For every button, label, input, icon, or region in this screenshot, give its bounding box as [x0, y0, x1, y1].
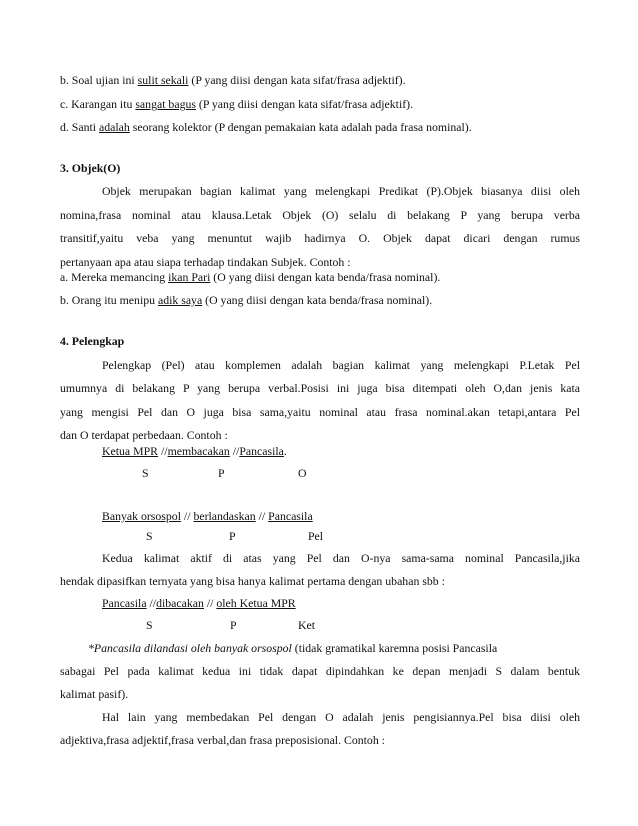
- example-b-line: [60, 72, 580, 88]
- adverbial-phrase: oleh Ketua MPR: [216, 596, 296, 610]
- objek-example-a: [60, 269, 580, 285]
- text: b. Orang itu menipu: [60, 293, 158, 307]
- example-sentence-1: [102, 443, 622, 459]
- separator: //: [146, 596, 157, 610]
- example-sentence-2: [102, 508, 622, 524]
- label-ket: Ket: [298, 618, 316, 632]
- paragraph-line: adjektiva,frasa adjektif,frasa verbal,dan frasa preposisional. Contoh :: [60, 733, 385, 747]
- section-heading-objek: 3. Objek(O): [60, 161, 121, 175]
- subject-phrase: Pancasila: [102, 596, 147, 610]
- underlined-text: sulit sekali: [137, 73, 189, 87]
- text: (O yang diisi dengan kata benda/frasa nominal).: [210, 270, 441, 284]
- text: (tidak gramatikal karemna posisi Pancasila: [291, 641, 498, 655]
- separator: //: [203, 596, 217, 610]
- text: b. Soal ujian ini: [60, 73, 138, 87]
- separator: //: [180, 509, 194, 523]
- example-d-line: [60, 119, 580, 135]
- underlined-text: sangat bagus: [135, 97, 196, 111]
- paragraph-line: Pelengkap (Pel) atau komplemen adalah bagian kalimat yang melengkapi P.Letak Pel: [102, 358, 580, 372]
- label-s: S: [146, 618, 153, 632]
- text: c. Karangan itu: [60, 97, 136, 111]
- underlined-text: adik saya: [157, 293, 203, 307]
- subject-phrase: Ketua MPR: [102, 444, 159, 458]
- section-heading-pelengkap: 4. Pelengkap: [60, 334, 125, 348]
- label-p: P: [230, 618, 237, 632]
- paragraph-line: sabagai Pel pada kalimat kedua ini tidak dapat dipindahkan ke depan menjadi S dalam bentuk: [60, 664, 580, 678]
- paragraph-line: dan O terdapat perbedaan. Contoh :: [60, 428, 228, 442]
- paragraph-line: Objek merupakan bagian kalimat yang melengkapi Predikat (P).Objek biasanya diisi oleh: [102, 184, 580, 198]
- paragraph-line: kalimat pasif).: [60, 687, 129, 701]
- paragraph-line: nomina,frasa nominal atau klausa.Letak Objek (O) selalu di belakang P yang berupa verba: [60, 208, 580, 222]
- complement-phrase: Pancasila: [268, 509, 313, 523]
- separator: //: [229, 444, 240, 458]
- separator: //: [255, 509, 269, 523]
- example-sentence-3: [102, 595, 622, 611]
- italic-text: *Pancasila dilandasi oleh banyak orsospol: [88, 641, 292, 655]
- text: (O yang diisi dengan kata benda/frasa nominal).: [202, 293, 433, 307]
- paragraph-line: hendak dipasifkan ternyata yang bisa hanya kalimat pertama dengan ubahan sbb :: [60, 574, 445, 588]
- object-phrase: Pancasila: [239, 444, 284, 458]
- label-p: P: [229, 529, 236, 543]
- label-p: P: [218, 466, 225, 480]
- subject-phrase: Banyak orsospol: [102, 509, 181, 523]
- label-o: O: [298, 466, 307, 480]
- paragraph-line: umumnya di belakang P yang berupa verbal.Posisi ini juga bisa ditempati oleh O,dan jenis kata: [60, 381, 580, 395]
- text: d. Santi: [60, 120, 99, 134]
- paragraph-line: yang mengisi Pel dan O juga bisa sama,yaitu nominal atau frasa nominal.akan tetapi,antara Pel: [60, 405, 580, 419]
- example-c-line: [60, 96, 580, 112]
- label-s: S: [146, 529, 153, 543]
- text: (P yang diisi dengan kata sifat/frasa adjektif).: [195, 97, 414, 111]
- paragraph-line: pertanyaan apa atau siapa terhadap tindakan Subjek. Contoh :: [60, 255, 351, 269]
- paragraph-line: Kedua kalimat aktif di atas yang Pel dan O-nya sama-sama nominal Pancasila,jika: [102, 551, 580, 565]
- predicate-phrase: berlandaskan: [193, 509, 256, 523]
- paragraph-line: transitif,yaitu veba yang menuntut wajib hadirnya O. Objek dapat dicari dengan rumus: [60, 231, 580, 245]
- objek-example-b: [60, 292, 580, 308]
- predicate-phrase: dibacakan: [156, 596, 204, 610]
- text: .: [283, 444, 287, 458]
- label-pel: Pel: [308, 529, 324, 543]
- paragraph-line: Hal lain yang membedakan Pel dengan O adalah jenis pengisiannya.Pel bisa diisi oleh: [102, 710, 580, 724]
- predicate-phrase: membacakan: [167, 444, 230, 458]
- text: (P yang diisi dengan kata sifat/frasa adjektif).: [188, 73, 406, 87]
- text: a. Mereka memancing: [60, 270, 169, 284]
- label-s: S: [142, 466, 149, 480]
- separator: //: [158, 444, 168, 458]
- underlined-text: adalah: [99, 120, 130, 134]
- ungrammatical-example: [88, 640, 580, 656]
- text: seorang kolektor (P dengan pemakaian kata adalah pada frasa nominal).: [129, 120, 472, 134]
- underlined-text: ikan Pari: [168, 270, 211, 284]
